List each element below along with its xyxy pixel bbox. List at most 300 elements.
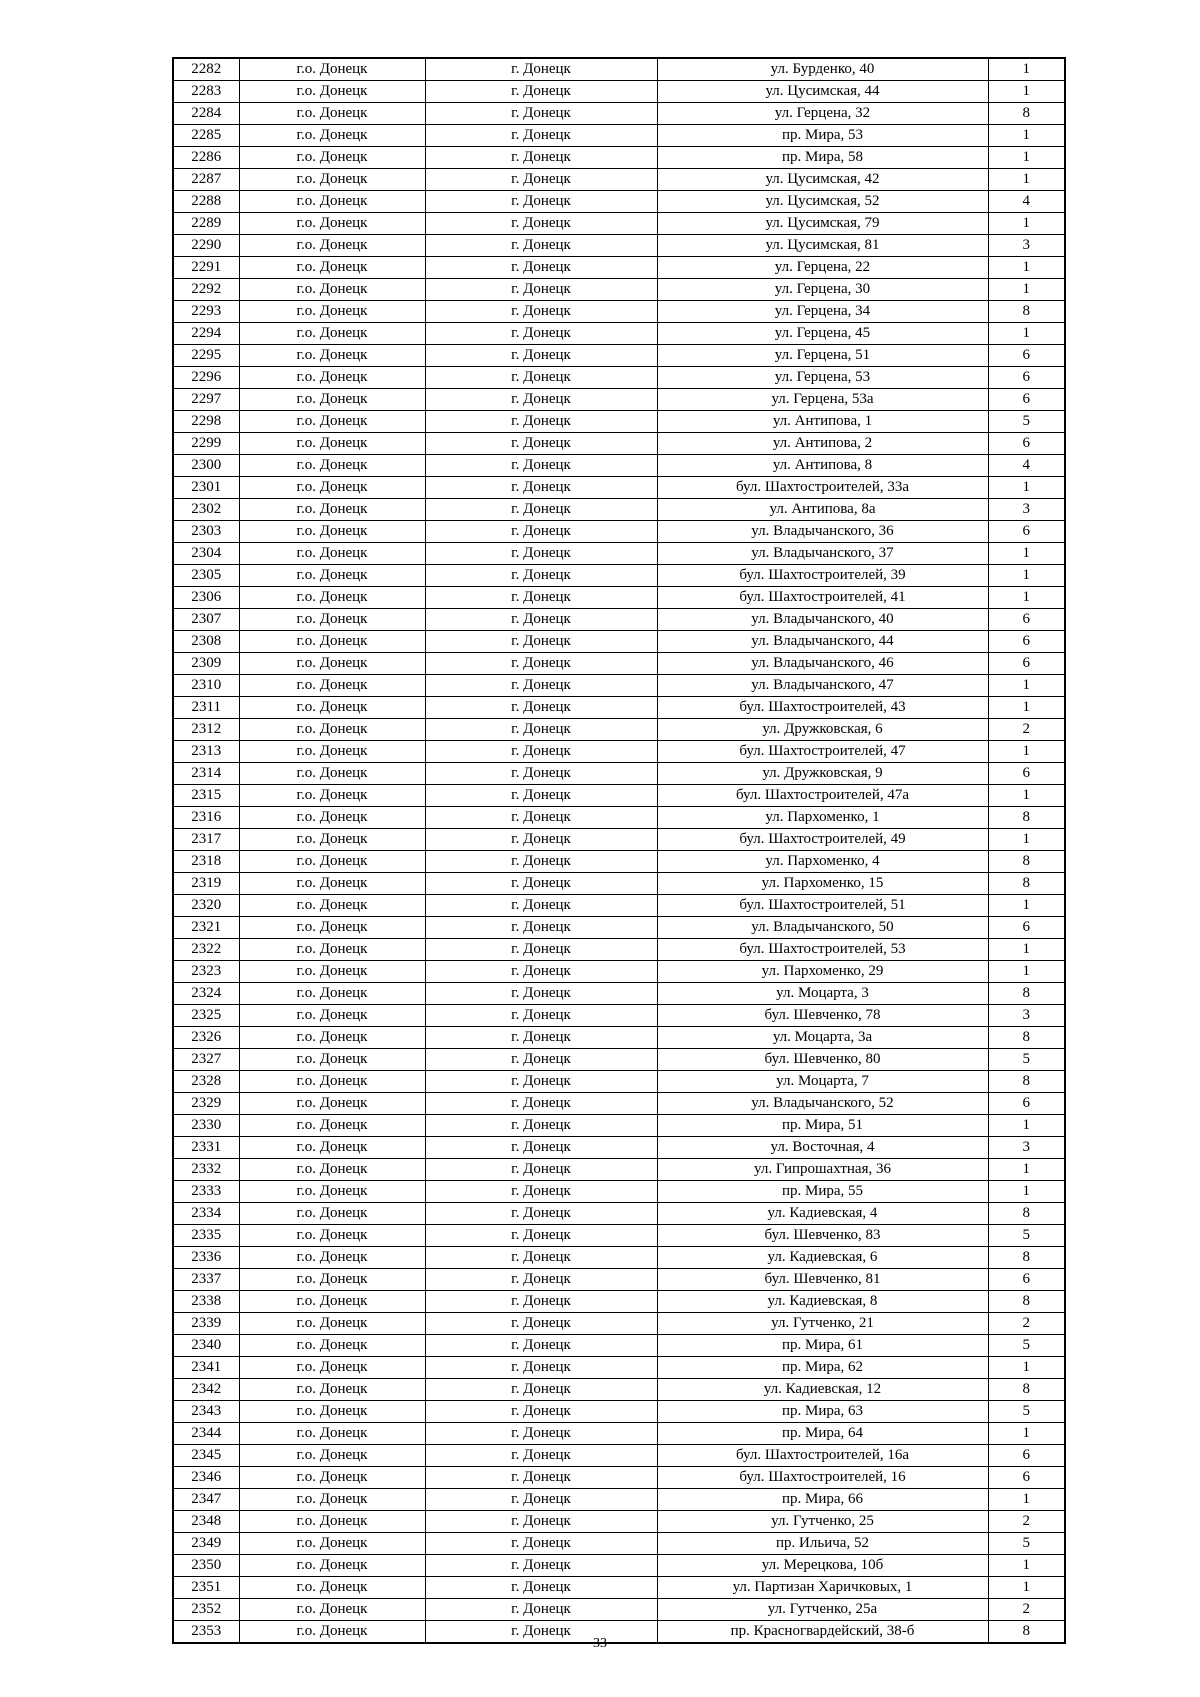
address-cell: бул. Шахтостроителей, 16 <box>657 1467 988 1489</box>
city-cell: г. Донецк <box>425 851 657 873</box>
count-cell: 1 <box>988 1181 1065 1203</box>
row-number-cell: 2329 <box>173 1093 239 1115</box>
count-cell: 8 <box>988 1071 1065 1093</box>
address-cell: ул. Герцена, 22 <box>657 257 988 279</box>
row-number-cell: 2334 <box>173 1203 239 1225</box>
address-cell: бул. Шахтостроителей, 41 <box>657 587 988 609</box>
count-cell: 1 <box>988 323 1065 345</box>
address-cell: ул. Пархоменко, 15 <box>657 873 988 895</box>
address-cell: ул. Владычанского, 37 <box>657 543 988 565</box>
city-cell: г. Донецк <box>425 58 657 81</box>
table-row <box>173 103 1065 125</box>
address-cell: ул. Гутченко, 21 <box>657 1313 988 1335</box>
city-cell: г. Донецк <box>425 1203 657 1225</box>
district-cell: г.о. Донецк <box>239 1203 425 1225</box>
row-number-cell: 2305 <box>173 565 239 587</box>
row-number-cell: 2336 <box>173 1247 239 1269</box>
table-row <box>173 917 1065 939</box>
district-cell: г.о. Донецк <box>239 1533 425 1555</box>
count-cell: 6 <box>988 1269 1065 1291</box>
address-cell: пр. Ильича, 52 <box>657 1533 988 1555</box>
row-number-cell: 2313 <box>173 741 239 763</box>
address-cell: ул. Цусимская, 42 <box>657 169 988 191</box>
district-cell: г.о. Донецк <box>239 1379 425 1401</box>
district-cell: г.о. Донецк <box>239 1093 425 1115</box>
table-row <box>173 697 1065 719</box>
city-cell: г. Донецк <box>425 1027 657 1049</box>
count-cell: 1 <box>988 939 1065 961</box>
table-row <box>173 1225 1065 1247</box>
district-cell: г.о. Донецк <box>239 1269 425 1291</box>
row-number-cell: 2335 <box>173 1225 239 1247</box>
table-row <box>173 983 1065 1005</box>
address-cell: бул. Шахтостроителей, 16а <box>657 1445 988 1467</box>
row-number-cell: 2287 <box>173 169 239 191</box>
address-cell: ул. Герцена, 45 <box>657 323 988 345</box>
district-cell: г.о. Донецк <box>239 191 425 213</box>
table-row <box>173 411 1065 433</box>
city-cell: г. Донецк <box>425 741 657 763</box>
count-cell: 8 <box>988 1379 1065 1401</box>
city-cell: г. Донецк <box>425 1115 657 1137</box>
city-cell: г. Донецк <box>425 1533 657 1555</box>
district-cell: г.о. Донецк <box>239 917 425 939</box>
table-row <box>173 1379 1065 1401</box>
address-cell: бул. Шахтостроителей, 47а <box>657 785 988 807</box>
row-number-cell: 2326 <box>173 1027 239 1049</box>
city-cell: г. Донецк <box>425 697 657 719</box>
district-cell: г.о. Донецк <box>239 983 425 1005</box>
address-cell: ул. Цусимская, 52 <box>657 191 988 213</box>
city-cell: г. Донецк <box>425 81 657 103</box>
district-cell: г.о. Донецк <box>239 1555 425 1577</box>
table-row <box>173 1049 1065 1071</box>
count-cell: 2 <box>988 1599 1065 1621</box>
city-cell: г. Донецк <box>425 1401 657 1423</box>
district-cell: г.о. Донецк <box>239 961 425 983</box>
count-cell: 1 <box>988 279 1065 301</box>
table-row <box>173 675 1065 697</box>
count-cell: 8 <box>988 983 1065 1005</box>
count-cell: 5 <box>988 1225 1065 1247</box>
count-cell: 6 <box>988 631 1065 653</box>
count-cell: 8 <box>988 301 1065 323</box>
district-cell: г.о. Донецк <box>239 169 425 191</box>
address-cell: пр. Мира, 53 <box>657 125 988 147</box>
district-cell: г.о. Донецк <box>239 741 425 763</box>
count-cell: 1 <box>988 477 1065 499</box>
count-cell: 1 <box>988 213 1065 235</box>
count-cell: 1 <box>988 697 1065 719</box>
count-cell: 6 <box>988 1467 1065 1489</box>
district-cell: г.о. Донецк <box>239 1577 425 1599</box>
table-row <box>173 301 1065 323</box>
address-cell: ул. Кадиевская, 8 <box>657 1291 988 1313</box>
district-cell: г.о. Донецк <box>239 301 425 323</box>
address-cell: ул. Герцена, 53а <box>657 389 988 411</box>
city-cell: г. Донецк <box>425 1445 657 1467</box>
address-cell: ул. Цусимская, 44 <box>657 81 988 103</box>
address-cell: ул. Герцена, 53 <box>657 367 988 389</box>
row-number-cell: 2311 <box>173 697 239 719</box>
table-row <box>173 433 1065 455</box>
row-number-cell: 2303 <box>173 521 239 543</box>
district-cell: г.о. Донецк <box>239 763 425 785</box>
city-cell: г. Донецк <box>425 1181 657 1203</box>
count-cell: 1 <box>988 1555 1065 1577</box>
count-cell: 5 <box>988 411 1065 433</box>
table-row <box>173 81 1065 103</box>
row-number-cell: 2322 <box>173 939 239 961</box>
address-cell: ул. Кадиевская, 4 <box>657 1203 988 1225</box>
table-row <box>173 58 1065 81</box>
city-cell: г. Донецк <box>425 521 657 543</box>
city-cell: г. Донецк <box>425 345 657 367</box>
row-number-cell: 2292 <box>173 279 239 301</box>
city-cell: г. Донецк <box>425 455 657 477</box>
city-cell: г. Донецк <box>425 1313 657 1335</box>
district-cell: г.о. Донецк <box>239 1291 425 1313</box>
table-row <box>173 1291 1065 1313</box>
count-cell: 1 <box>988 125 1065 147</box>
row-number-cell: 2314 <box>173 763 239 785</box>
row-number-cell: 2301 <box>173 477 239 499</box>
table-row <box>173 895 1065 917</box>
city-cell: г. Донецк <box>425 213 657 235</box>
table-row <box>173 543 1065 565</box>
city-cell: г. Донецк <box>425 257 657 279</box>
row-number-cell: 2352 <box>173 1599 239 1621</box>
district-cell: г.о. Донецк <box>239 1467 425 1489</box>
count-cell: 5 <box>988 1049 1065 1071</box>
count-cell: 8 <box>988 1621 1065 1644</box>
row-number-cell: 2338 <box>173 1291 239 1313</box>
address-cell: ул. Восточная, 4 <box>657 1137 988 1159</box>
city-cell: г. Донецк <box>425 895 657 917</box>
address-cell: пр. Мира, 62 <box>657 1357 988 1379</box>
city-cell: г. Донецк <box>425 1269 657 1291</box>
address-cell: ул. Антипова, 8 <box>657 455 988 477</box>
table-row <box>173 279 1065 301</box>
city-cell: г. Донецк <box>425 565 657 587</box>
count-cell: 6 <box>988 653 1065 675</box>
row-number-cell: 2327 <box>173 1049 239 1071</box>
address-cell: ул. Моцарта, 7 <box>657 1071 988 1093</box>
address-cell: пр. Мира, 61 <box>657 1335 988 1357</box>
row-number-cell: 2308 <box>173 631 239 653</box>
city-cell: г. Донецк <box>425 235 657 257</box>
count-cell: 1 <box>988 785 1065 807</box>
count-cell: 8 <box>988 1291 1065 1313</box>
city-cell: г. Донецк <box>425 917 657 939</box>
table-row <box>173 587 1065 609</box>
city-cell: г. Донецк <box>425 675 657 697</box>
table-row <box>173 631 1065 653</box>
count-cell: 8 <box>988 807 1065 829</box>
district-cell: г.о. Донецк <box>239 1049 425 1071</box>
table-row <box>173 1577 1065 1599</box>
row-number-cell: 2351 <box>173 1577 239 1599</box>
district-cell: г.о. Донецк <box>239 785 425 807</box>
city-cell: г. Донецк <box>425 1577 657 1599</box>
row-number-cell: 2347 <box>173 1489 239 1511</box>
table-row <box>173 609 1065 631</box>
address-cell: ул. Пархоменко, 4 <box>657 851 988 873</box>
city-cell: г. Донецк <box>425 587 657 609</box>
city-cell: г. Донецк <box>425 477 657 499</box>
row-number-cell: 2295 <box>173 345 239 367</box>
table-row <box>173 389 1065 411</box>
district-cell: г.о. Донецк <box>239 1247 425 1269</box>
count-cell: 1 <box>988 675 1065 697</box>
city-cell: г. Донецк <box>425 169 657 191</box>
city-cell: г. Донецк <box>425 807 657 829</box>
city-cell: г. Донецк <box>425 323 657 345</box>
district-cell: г.о. Донецк <box>239 455 425 477</box>
district-cell: г.о. Донецк <box>239 543 425 565</box>
district-cell: г.о. Донецк <box>239 1225 425 1247</box>
count-cell: 6 <box>988 389 1065 411</box>
city-cell: г. Донецк <box>425 1335 657 1357</box>
address-cell: ул. Гипрошахтная, 36 <box>657 1159 988 1181</box>
page-number: 33 <box>593 1636 607 1651</box>
district-cell: г.о. Донецк <box>239 58 425 81</box>
row-number-cell: 2341 <box>173 1357 239 1379</box>
district-cell: г.о. Донецк <box>239 1599 425 1621</box>
city-cell: г. Донецк <box>425 1555 657 1577</box>
row-number-cell: 2323 <box>173 961 239 983</box>
table-row <box>173 653 1065 675</box>
row-number-cell: 2348 <box>173 1511 239 1533</box>
district-cell: г.о. Донецк <box>239 1357 425 1379</box>
table-row <box>173 829 1065 851</box>
address-cell: ул. Дружковская, 6 <box>657 719 988 741</box>
city-cell: г. Донецк <box>425 411 657 433</box>
district-cell: г.о. Донецк <box>239 719 425 741</box>
row-number-cell: 2317 <box>173 829 239 851</box>
address-cell: ул. Герцена, 30 <box>657 279 988 301</box>
row-number-cell: 2346 <box>173 1467 239 1489</box>
count-cell: 1 <box>988 741 1065 763</box>
row-number-cell: 2302 <box>173 499 239 521</box>
city-cell: г. Донецк <box>425 1621 657 1644</box>
city-cell: г. Донецк <box>425 939 657 961</box>
city-cell: г. Донецк <box>425 1049 657 1071</box>
row-number-cell: 2325 <box>173 1005 239 1027</box>
count-cell: 1 <box>988 961 1065 983</box>
city-cell: г. Донецк <box>425 1071 657 1093</box>
district-cell: г.о. Донецк <box>239 235 425 257</box>
row-number-cell: 2286 <box>173 147 239 169</box>
table-row <box>173 1467 1065 1489</box>
count-cell: 1 <box>988 895 1065 917</box>
table-row <box>173 1159 1065 1181</box>
row-number-cell: 2312 <box>173 719 239 741</box>
table-row <box>173 1115 1065 1137</box>
address-cell: бул. Шахтостроителей, 39 <box>657 565 988 587</box>
address-cell: ул. Моцарта, 3а <box>657 1027 988 1049</box>
address-cell: ул. Мерецкова, 10б <box>657 1555 988 1577</box>
city-cell: г. Донецк <box>425 1511 657 1533</box>
district-cell: г.о. Донецк <box>239 873 425 895</box>
row-number-cell: 2300 <box>173 455 239 477</box>
district-cell: г.о. Донецк <box>239 697 425 719</box>
row-number-cell: 2284 <box>173 103 239 125</box>
row-number-cell: 2337 <box>173 1269 239 1291</box>
table-row <box>173 1005 1065 1027</box>
city-cell: г. Донецк <box>425 301 657 323</box>
district-cell: г.о. Донецк <box>239 433 425 455</box>
district-cell: г.о. Донецк <box>239 1027 425 1049</box>
count-cell: 1 <box>988 829 1065 851</box>
table-row <box>173 565 1065 587</box>
city-cell: г. Донецк <box>425 103 657 125</box>
table-row <box>173 741 1065 763</box>
row-number-cell: 2331 <box>173 1137 239 1159</box>
count-cell: 1 <box>988 1357 1065 1379</box>
table-row <box>173 345 1065 367</box>
city-cell: г. Донецк <box>425 653 657 675</box>
city-cell: г. Донецк <box>425 785 657 807</box>
address-cell: ул. Гутченко, 25а <box>657 1599 988 1621</box>
city-cell: г. Донецк <box>425 983 657 1005</box>
count-cell: 1 <box>988 1159 1065 1181</box>
count-cell: 3 <box>988 1005 1065 1027</box>
count-cell: 1 <box>988 257 1065 279</box>
district-cell: г.о. Донецк <box>239 807 425 829</box>
district-cell: г.о. Донецк <box>239 1511 425 1533</box>
address-cell: ул. Владычанского, 46 <box>657 653 988 675</box>
district-cell: г.о. Донецк <box>239 1621 425 1644</box>
district-cell: г.о. Донецк <box>239 103 425 125</box>
address-cell: пр. Мира, 63 <box>657 1401 988 1423</box>
city-cell: г. Донецк <box>425 367 657 389</box>
address-cell: ул. Гутченко, 25 <box>657 1511 988 1533</box>
table-row <box>173 499 1065 521</box>
count-cell: 1 <box>988 147 1065 169</box>
table-row <box>173 1445 1065 1467</box>
city-cell: г. Донецк <box>425 961 657 983</box>
table-row <box>173 477 1065 499</box>
address-cell: бул. Шевченко, 80 <box>657 1049 988 1071</box>
count-cell: 8 <box>988 1203 1065 1225</box>
count-cell: 2 <box>988 1511 1065 1533</box>
row-number-cell: 2344 <box>173 1423 239 1445</box>
row-number-cell: 2353 <box>173 1621 239 1644</box>
table-row <box>173 1027 1065 1049</box>
table-row <box>173 1511 1065 1533</box>
table-row <box>173 147 1065 169</box>
city-cell: г. Донецк <box>425 1489 657 1511</box>
district-cell: г.о. Донецк <box>239 609 425 631</box>
city-cell: г. Донецк <box>425 543 657 565</box>
count-cell: 8 <box>988 873 1065 895</box>
row-number-cell: 2297 <box>173 389 239 411</box>
count-cell: 1 <box>988 1423 1065 1445</box>
count-cell: 6 <box>988 367 1065 389</box>
district-cell: г.о. Донецк <box>239 323 425 345</box>
count-cell: 6 <box>988 917 1065 939</box>
address-cell: бул. Шевченко, 81 <box>657 1269 988 1291</box>
table-row <box>173 939 1065 961</box>
district-cell: г.о. Донецк <box>239 411 425 433</box>
city-cell: г. Донецк <box>425 147 657 169</box>
count-cell: 3 <box>988 499 1065 521</box>
city-cell: г. Донецк <box>425 1599 657 1621</box>
count-cell: 1 <box>988 81 1065 103</box>
row-number-cell: 2333 <box>173 1181 239 1203</box>
table-row <box>173 169 1065 191</box>
row-number-cell: 2342 <box>173 1379 239 1401</box>
city-cell: г. Донецк <box>425 125 657 147</box>
address-cell: ул. Герцена, 34 <box>657 301 988 323</box>
city-cell: г. Донецк <box>425 279 657 301</box>
table-row <box>173 1093 1065 1115</box>
address-cell: ул. Кадиевская, 6 <box>657 1247 988 1269</box>
count-cell: 8 <box>988 851 1065 873</box>
row-number-cell: 2318 <box>173 851 239 873</box>
address-cell: пр. Красногвардейский, 38-б <box>657 1621 988 1644</box>
district-cell: г.о. Донецк <box>239 521 425 543</box>
city-cell: г. Донецк <box>425 1225 657 1247</box>
row-number-cell: 2294 <box>173 323 239 345</box>
count-cell: 1 <box>988 565 1065 587</box>
row-number-cell: 2290 <box>173 235 239 257</box>
count-cell: 5 <box>988 1335 1065 1357</box>
table-row <box>173 1423 1065 1445</box>
district-cell: г.о. Донецк <box>239 213 425 235</box>
count-cell: 5 <box>988 1533 1065 1555</box>
address-cell: ул. Герцена, 32 <box>657 103 988 125</box>
city-cell: г. Донецк <box>425 631 657 653</box>
district-cell: г.о. Донецк <box>239 279 425 301</box>
address-cell: ул. Антипова, 2 <box>657 433 988 455</box>
row-number-cell: 2282 <box>173 58 239 81</box>
address-table-body <box>173 58 1065 1643</box>
district-cell: г.о. Донецк <box>239 1489 425 1511</box>
address-cell: бул. Шахтостроителей, 49 <box>657 829 988 851</box>
district-cell: г.о. Донецк <box>239 389 425 411</box>
district-cell: г.о. Донецк <box>239 675 425 697</box>
city-cell: г. Донецк <box>425 1093 657 1115</box>
table-row <box>173 1357 1065 1379</box>
row-number-cell: 2349 <box>173 1533 239 1555</box>
row-number-cell: 2285 <box>173 125 239 147</box>
count-cell: 8 <box>988 1027 1065 1049</box>
district-cell: г.о. Донецк <box>239 565 425 587</box>
table-row <box>173 1401 1065 1423</box>
row-number-cell: 2283 <box>173 81 239 103</box>
table-row <box>173 1313 1065 1335</box>
count-cell: 3 <box>988 1137 1065 1159</box>
row-number-cell: 2304 <box>173 543 239 565</box>
district-cell: г.о. Донецк <box>239 1423 425 1445</box>
table-row <box>173 1335 1065 1357</box>
count-cell: 1 <box>988 1577 1065 1599</box>
district-cell: г.о. Донецк <box>239 1071 425 1093</box>
address-cell: ул. Владычанского, 36 <box>657 521 988 543</box>
table-row <box>173 961 1065 983</box>
count-cell: 1 <box>988 169 1065 191</box>
table-row <box>173 1599 1065 1621</box>
address-cell: ул. Цусимская, 81 <box>657 235 988 257</box>
table-row <box>173 873 1065 895</box>
row-number-cell: 2306 <box>173 587 239 609</box>
city-cell: г. Донецк <box>425 1357 657 1379</box>
count-cell: 1 <box>988 1489 1065 1511</box>
address-cell: бул. Шахтостроителей, 51 <box>657 895 988 917</box>
row-number-cell: 2345 <box>173 1445 239 1467</box>
